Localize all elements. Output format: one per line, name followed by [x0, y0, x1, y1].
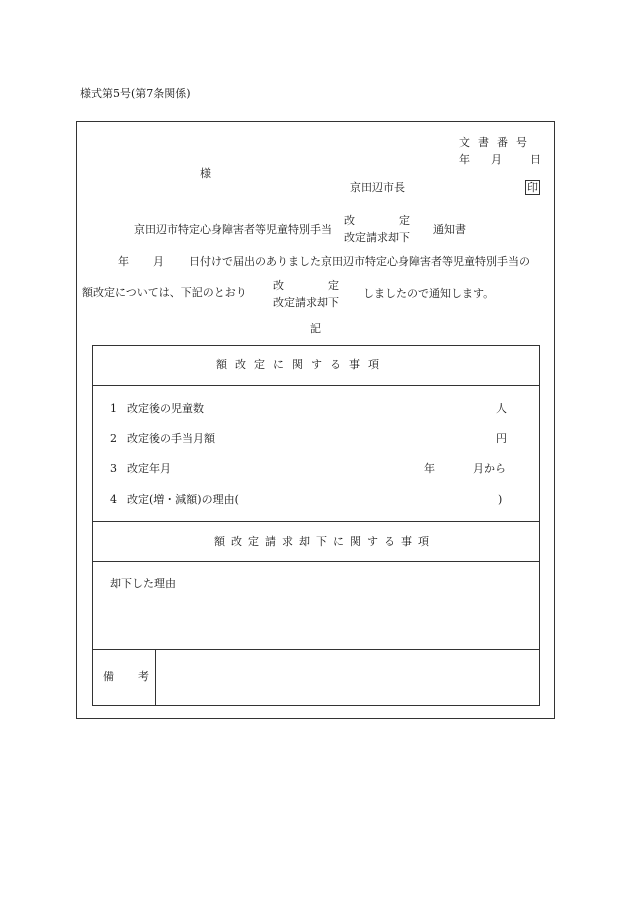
title-option-revision: 改定 [344, 214, 454, 227]
seal-mark: 印 [527, 181, 538, 194]
rejection-heading: 額改定請求却下に関する事項 [214, 535, 435, 548]
date-day: 日 [530, 153, 541, 166]
body-year: 年 [118, 255, 129, 268]
body-month: 月 [153, 255, 164, 268]
recipient-suffix: 様 [200, 167, 211, 180]
item-1-label: 改定後の児童数 [127, 402, 204, 415]
body-line2-suffix: しましたので通知します。 [363, 287, 495, 300]
item-2-label: 改定後の手当月額 [127, 432, 215, 445]
item-3-label: 改定年月 [127, 462, 171, 475]
date-month: 月 [491, 153, 502, 166]
item-1-number: 1 [110, 402, 117, 415]
divider [92, 561, 540, 562]
item-1-unit: 人 [496, 402, 507, 415]
document-number-label: 文書番号 [459, 136, 535, 149]
divider [92, 521, 540, 522]
form-number: 様式第5号(第7条関係) [80, 87, 191, 100]
body-line1: 日付けで届出のありました京田辺市特定心身障害者等児童特別手当の [189, 255, 530, 268]
title-suffix: 通知書 [433, 223, 466, 236]
remarks-label: 備考 [103, 670, 173, 683]
issuer-name: 京田辺市長 [350, 181, 405, 194]
item-2-unit: 円 [496, 432, 507, 445]
revision-heading: 額改定に関する事項 [216, 358, 387, 371]
item-4-label: 改定(増・減額)の理由( [127, 493, 239, 506]
divider [92, 385, 540, 386]
body-line2-prefix: 額改定については、下記のとおり [82, 286, 247, 299]
remarks-field [157, 651, 539, 705]
body-option-rejection: 改定請求却下 [273, 296, 339, 309]
divider [92, 649, 540, 650]
item-3-month: 月から [473, 462, 506, 475]
ki-marker: 記 [310, 322, 321, 335]
item-3-number: 3 [110, 462, 117, 475]
item-2-number: 2 [110, 432, 117, 445]
title-prefix: 京田辺市特定心身障害者等児童特別手当 [134, 223, 332, 236]
item-4-close: ) [498, 493, 503, 506]
date-year: 年 [459, 153, 470, 166]
item-3-year: 年 [424, 462, 435, 475]
title-option-rejection: 改定請求却下 [344, 231, 410, 244]
rejection-reason-label: 却下した理由 [110, 577, 176, 590]
body-option-revision: 改定 [273, 279, 383, 292]
item-4-number: 4 [110, 493, 117, 506]
